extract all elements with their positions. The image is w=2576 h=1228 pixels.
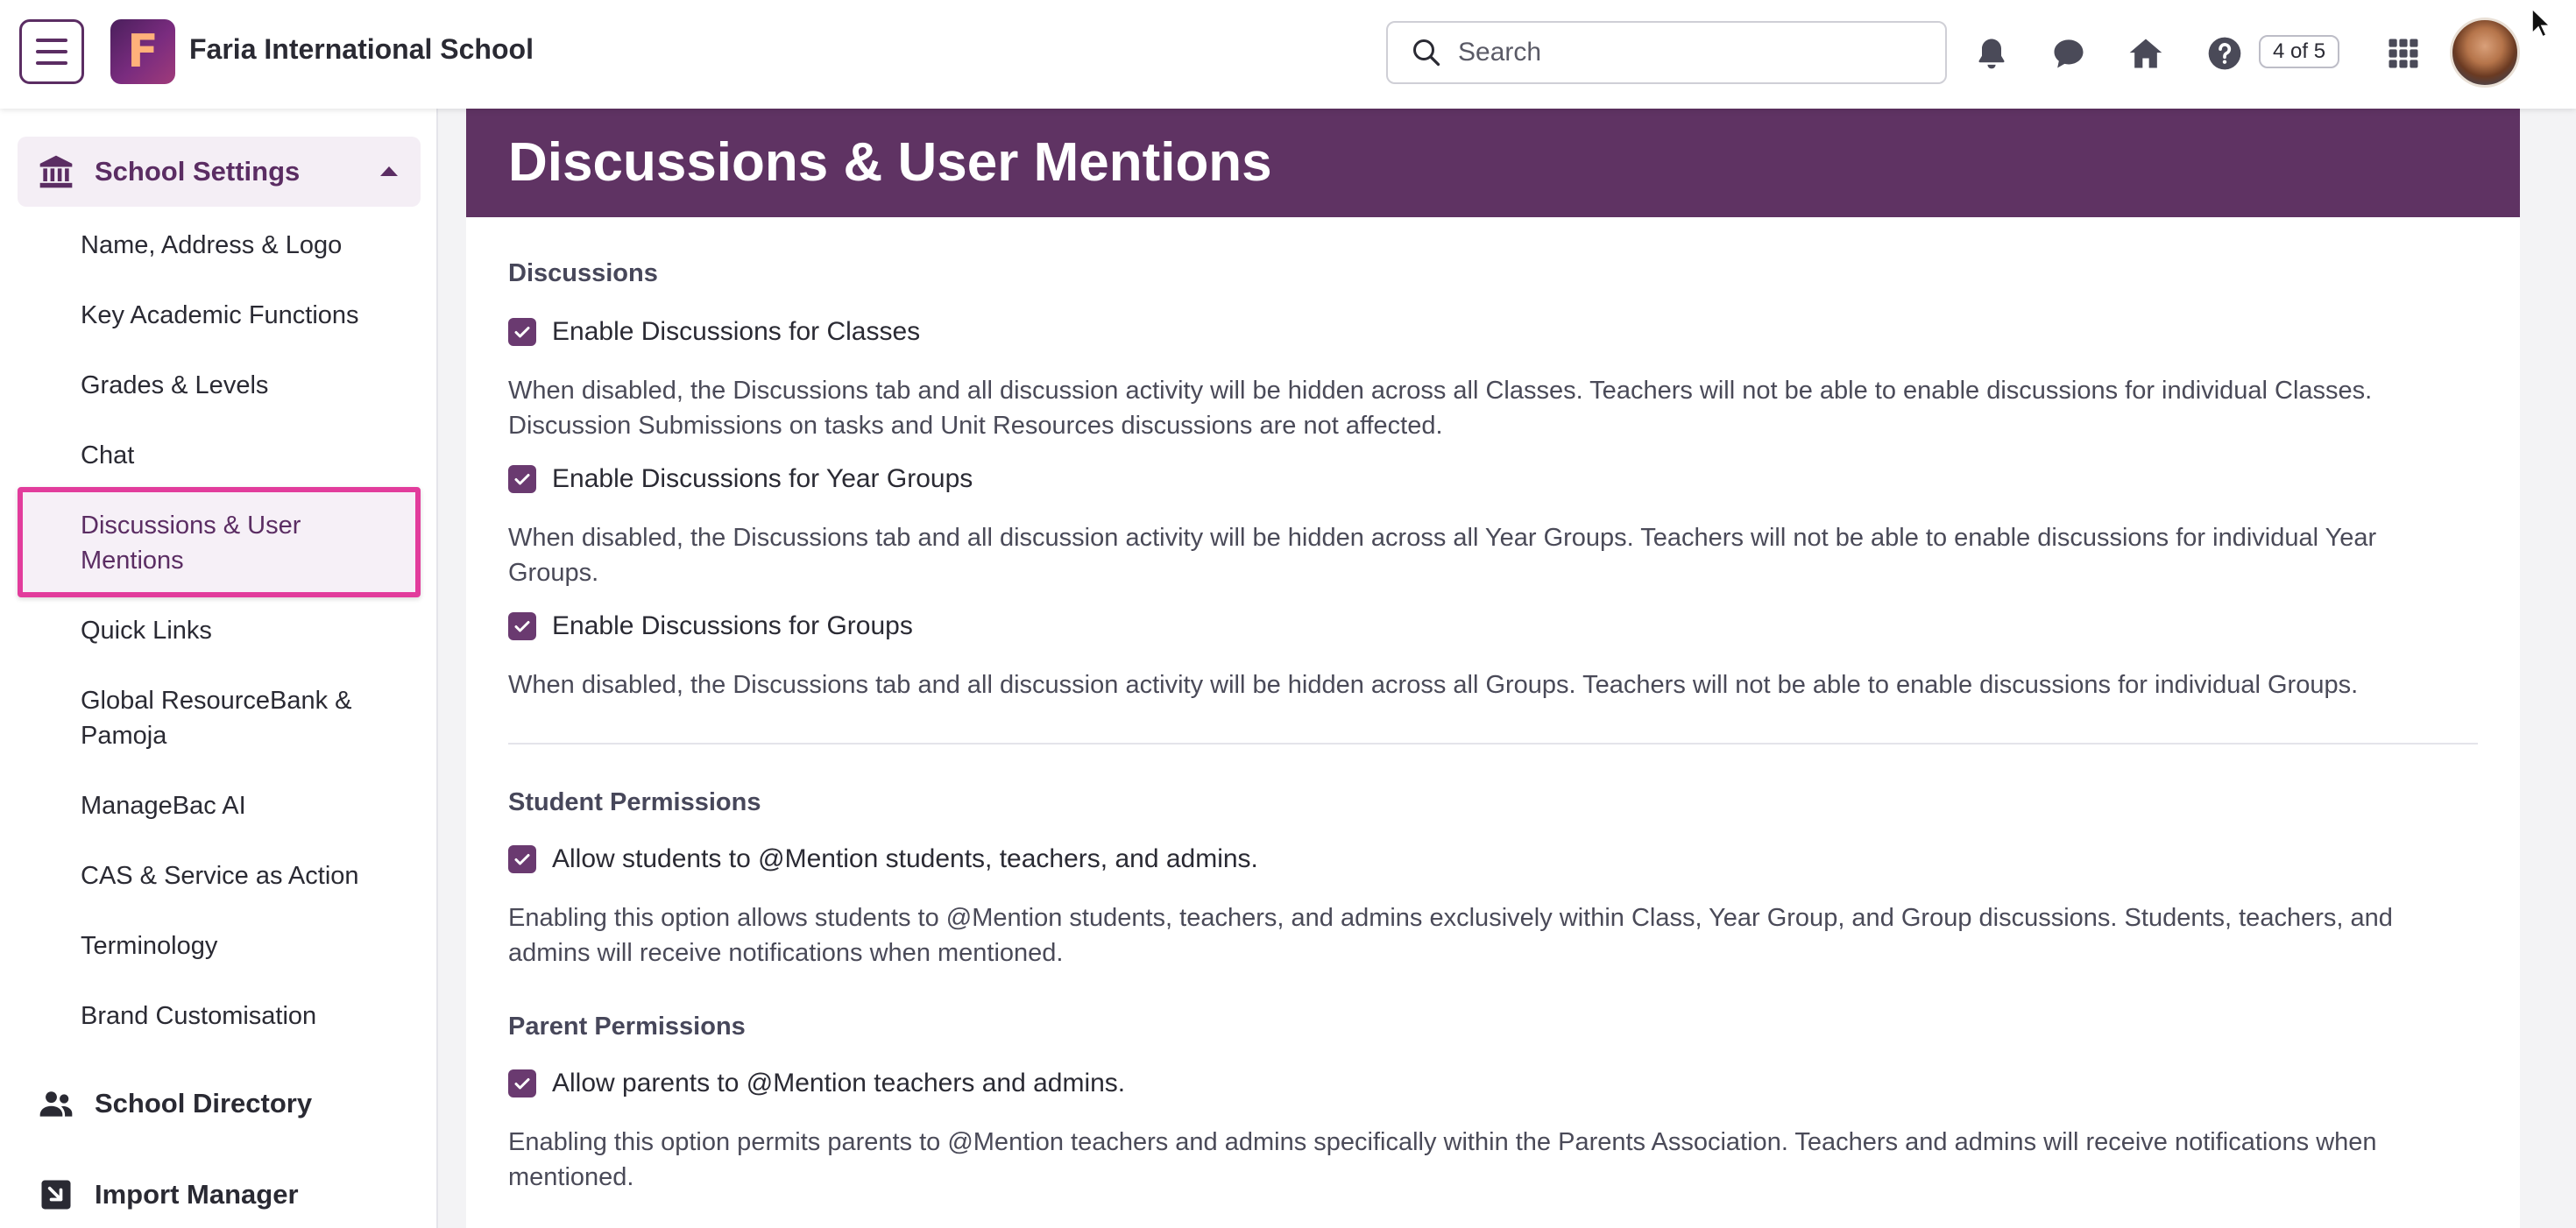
chat-bubble-icon	[2049, 34, 2088, 73]
enable-discussions-year-groups-checkbox[interactable]	[508, 465, 536, 493]
student-mention-checkbox[interactable]	[508, 845, 536, 873]
sidebar-item-grades-levels[interactable]: Grades & Levels	[81, 371, 269, 399]
sidebar-section-label: Import Manager	[95, 1179, 299, 1210]
description-line: When disabled, the Discussions tab and all discussion activity will be hidden across all Classes. Teachers will not be able to enable discussions for individual Classes.	[508, 377, 2373, 405]
school-logo[interactable]: F	[110, 19, 175, 84]
bank-icon	[37, 152, 75, 191]
collapse-caret-icon[interactable]	[380, 166, 398, 176]
sidebar-item-chat[interactable]: Chat	[81, 441, 135, 469]
search-input[interactable]	[1458, 38, 1914, 67]
description-line: Enabling this option allows students to @Mention students, teachers, and admins exclusively within Class, Year Group, and Group discussions. Students, teachers, and	[508, 904, 2393, 932]
checkmark-icon	[512, 321, 533, 342]
description-line: When disabled, the Discussions tab and all discussion activity will be hidden across all Groups. Teachers will not be able to enable discussions for individual Groups.	[508, 671, 2359, 699]
home-button[interactable]	[2126, 33, 2166, 74]
section-divider	[508, 743, 2478, 745]
enable-discussions-year-groups-label[interactable]: Enable Discussions for Year Groups	[552, 464, 973, 493]
sidebar-item-global-resourcebank-pamoja[interactable]: Global ResourceBank & Pamoja	[81, 687, 352, 750]
checkmark-icon	[512, 849, 533, 870]
sidebar-item-terminology[interactable]: Terminology	[81, 932, 218, 960]
sidebar-item-key-academic-functions[interactable]: Key Academic Functions	[81, 301, 359, 329]
user-avatar[interactable]	[2450, 18, 2520, 88]
description-line: Discussion Submissions on tasks and Unit Resources discussions are not affected.	[508, 412, 1443, 440]
enable-discussions-year-groups-row[interactable]	[508, 464, 973, 494]
discussions-section-title: Discussions	[508, 259, 658, 287]
search-icon	[1411, 37, 1442, 68]
page-header	[466, 109, 2520, 217]
main-content	[466, 109, 2520, 1228]
notifications-button[interactable]	[1971, 33, 2012, 74]
hamburger-menu-button[interactable]	[19, 19, 84, 84]
enable-discussions-groups-row[interactable]	[508, 611, 913, 641]
student-mention-label[interactable]: Allow students to @Mention students, teachers, and admins.	[552, 844, 1258, 873]
checkmark-icon	[512, 1073, 533, 1094]
sidebar-section-school-directory[interactable]	[18, 1069, 421, 1139]
description-line: Groups.	[508, 559, 599, 587]
people-icon	[37, 1084, 75, 1123]
mouse-cursor-icon	[2530, 7, 2551, 39]
top-bar	[0, 0, 2576, 109]
parent-mention-description	[508, 1125, 2480, 1195]
menu-line	[36, 50, 67, 53]
description-line: When disabled, the Discussions tab and all discussion activity will be hidden across all Year Groups. Teachers will not be able to enable discussions for individual Year	[508, 524, 2377, 552]
enable-discussions-groups-description	[508, 667, 2480, 702]
sidebar-section-label: School Directory	[95, 1088, 313, 1119]
enable-discussions-year-groups-description	[508, 520, 2480, 590]
sidebar-section-import-manager[interactable]	[18, 1160, 421, 1228]
apps-grid-icon	[2384, 34, 2423, 73]
import-icon	[37, 1175, 75, 1214]
description-line: Enabling this option permits parents to @Mention teachers and admins specifically within the Parents Association. Teachers and admins will receive notifications when	[508, 1128, 2377, 1156]
apps-button[interactable]	[2383, 33, 2424, 74]
parent-mention-label[interactable]: Allow parents to @Mention teachers and admins.	[552, 1069, 1126, 1097]
sidebar-item-quick-links[interactable]: Quick Links	[81, 617, 212, 645]
parent-permissions-title: Parent Permissions	[508, 1013, 746, 1041]
bell-icon	[1972, 34, 2011, 73]
settings-sidebar	[0, 109, 438, 1228]
student-mention-row[interactable]	[508, 844, 1258, 874]
school-name[interactable]: Faria International School	[189, 33, 534, 65]
sidebar-item-managebac-ai[interactable]: ManageBac AI	[81, 792, 246, 820]
enable-discussions-classes-row[interactable]	[508, 317, 920, 347]
description-line: admins will receive notifications when mentioned.	[508, 939, 1064, 967]
help-button[interactable]	[2204, 33, 2245, 74]
enable-discussions-classes-checkbox[interactable]	[508, 318, 536, 346]
menu-line	[36, 61, 67, 65]
enable-discussions-groups-checkbox[interactable]	[508, 612, 536, 640]
parent-mention-row[interactable]	[508, 1069, 1125, 1098]
sidebar-item-brand-customisation[interactable]: Brand Customisation	[81, 1002, 317, 1030]
page-title: Discussions & User Mentions	[508, 132, 1272, 193]
sidebar-item-name-address-logo[interactable]: Name, Address & Logo	[81, 231, 343, 259]
student-permissions-title: Student Permissions	[508, 788, 761, 816]
search-box[interactable]	[1386, 21, 1947, 84]
menu-line	[36, 39, 67, 42]
help-icon	[2205, 34, 2244, 73]
checkmark-icon	[512, 469, 533, 490]
enable-discussions-classes-description	[508, 373, 2480, 443]
description-line: mentioned.	[508, 1163, 634, 1191]
guide-progress-badge[interactable]: 4 of 5	[2259, 35, 2339, 68]
checkmark-icon	[512, 616, 533, 637]
enable-discussions-groups-label[interactable]: Enable Discussions for Groups	[552, 611, 913, 640]
enable-discussions-classes-label[interactable]: Enable Discussions for Classes	[552, 317, 921, 346]
sidebar-item-discussions-user-mentions[interactable]: Discussions & User Mentions	[81, 512, 301, 575]
student-mention-description	[508, 900, 2480, 970]
home-icon	[2127, 34, 2165, 73]
sidebar-section-label: School Settings	[95, 156, 301, 187]
messages-button[interactable]	[2049, 33, 2089, 74]
sidebar-item-cas-service-action[interactable]: CAS & Service as Action	[81, 862, 359, 890]
sidebar-section-school-settings[interactable]	[18, 137, 421, 207]
parent-mention-checkbox[interactable]	[508, 1069, 536, 1097]
